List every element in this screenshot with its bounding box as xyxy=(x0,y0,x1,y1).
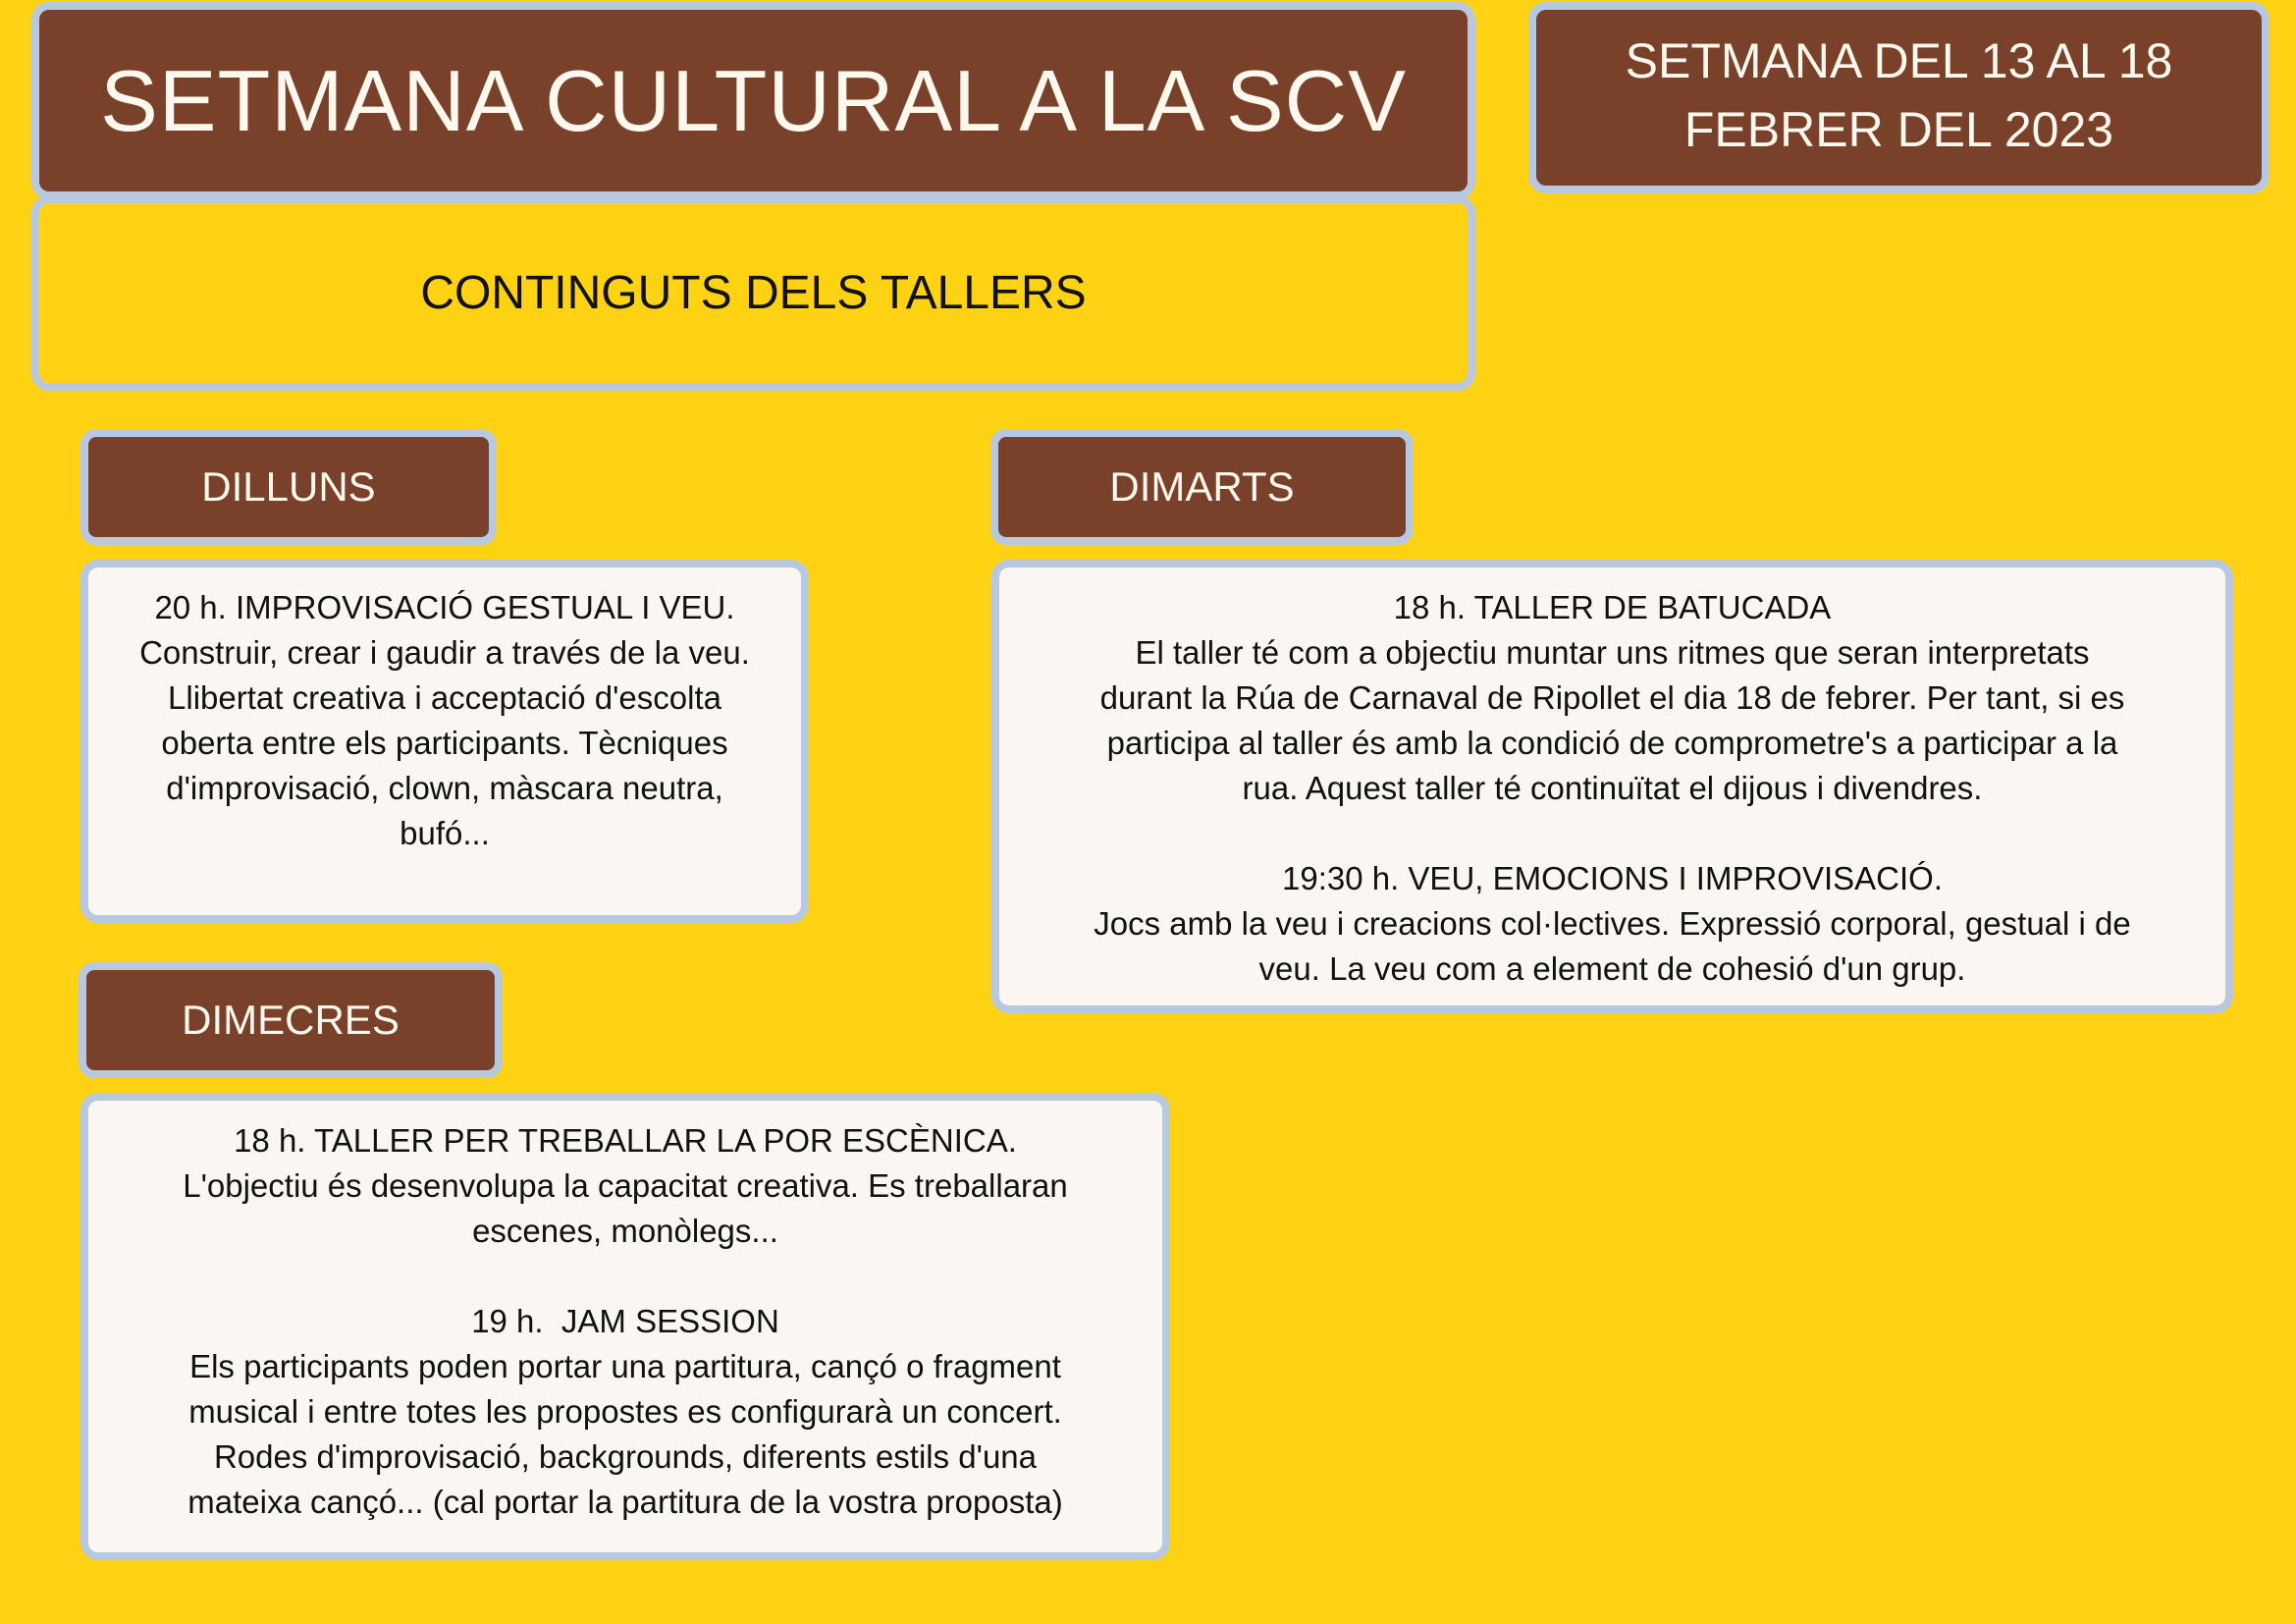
workshop-text: oberta entre els participants. Tècniques xyxy=(161,725,728,761)
subtitle-banner xyxy=(31,195,1475,391)
workshop-heading: 19:30 h. VEU, EMOCIONS I IMPROVISACIÓ. xyxy=(1281,860,1944,896)
workshop-text: d'improvisació, clown, màscara neutra, xyxy=(166,770,723,806)
workshop-text: Construir, crear i gaudir a través de la veu. xyxy=(139,634,750,671)
workshop-text: Llibertat creativa i acceptació d'escolta xyxy=(168,679,721,716)
day-card-dimecres xyxy=(80,1093,1170,1560)
workshop-text: musical i entre totes les propostes es configurarà un concert. xyxy=(188,1393,1062,1430)
workshop-text: Els participants poden portar una partitura, cançó o fragment xyxy=(189,1348,1061,1384)
workshop-text: rua. Aquest taller té continuïtat el dijous i divendres. xyxy=(1242,770,1983,806)
workshop-heading: 19 h. JAM SESSION xyxy=(471,1303,779,1339)
workshop-heading: 20 h. IMPROVISACIÓ GESTUAL I VEU. xyxy=(154,589,735,625)
spacer xyxy=(98,1254,1152,1299)
day-card-dimarts xyxy=(991,560,2233,1013)
workshop-text: durant la Rúa de Carnaval de Ripollet el dia 18 de febrer. Per tant, si es xyxy=(1099,679,2125,716)
workshop-text: escenes, monòlegs... xyxy=(472,1213,778,1249)
day-label-dimarts xyxy=(990,429,1414,545)
spacer xyxy=(1009,811,2216,856)
date-line-2: FEBRER DEL 2023 xyxy=(1683,101,2114,157)
workshop-text: L'objectiu és desenvolupa la capacitat creativa. Es treballaran xyxy=(183,1167,1068,1204)
day-card-dilluns xyxy=(80,560,809,923)
day-label-dilluns xyxy=(80,429,497,545)
workshop-text: bufó... xyxy=(400,815,490,851)
workshop-text: veu. La veu com a element de cohesió d'un grup. xyxy=(1258,950,1966,987)
date-banner xyxy=(1528,2,2269,193)
workshop-text: Rodes d'improvisació, backgrounds, diferents estils d'una xyxy=(213,1438,1038,1475)
page-subtitle: CONTINGUTS DELS TALLERS xyxy=(420,267,1087,319)
day-label-text: DIMARTS xyxy=(1109,463,1295,510)
workshop-heading: 18 h. TALLER DE BATUCADA xyxy=(1393,589,1832,625)
workshop-text: mateixa cançó... (cal portar la partitura de la vostra proposta) xyxy=(187,1484,1063,1520)
workshop-text: El taller té com a objectiu muntar uns ritmes que seran interpretats xyxy=(1135,634,2090,671)
date-line-1: SETMANA DEL 13 AL 18 xyxy=(1625,32,2173,88)
day-label-dimecres xyxy=(79,962,503,1078)
title-banner xyxy=(31,2,1475,199)
workshop-heading: 18 h. TALLER PER TREBALLAR LA POR ESCÈNICA. xyxy=(234,1122,1017,1159)
page-title: SETMANA CULTURAL A LA SCV xyxy=(100,51,1407,149)
day-label-text: DIMECRES xyxy=(182,997,400,1043)
workshop-text: Jocs amb la veu i creacions col·lectives. Expressió corporal, gestual i de xyxy=(1094,905,2131,942)
workshop-text: participa al taller és amb la condició de comprometre's a participar a la xyxy=(1106,725,2118,761)
day-label-text: DILLUNS xyxy=(201,463,376,510)
